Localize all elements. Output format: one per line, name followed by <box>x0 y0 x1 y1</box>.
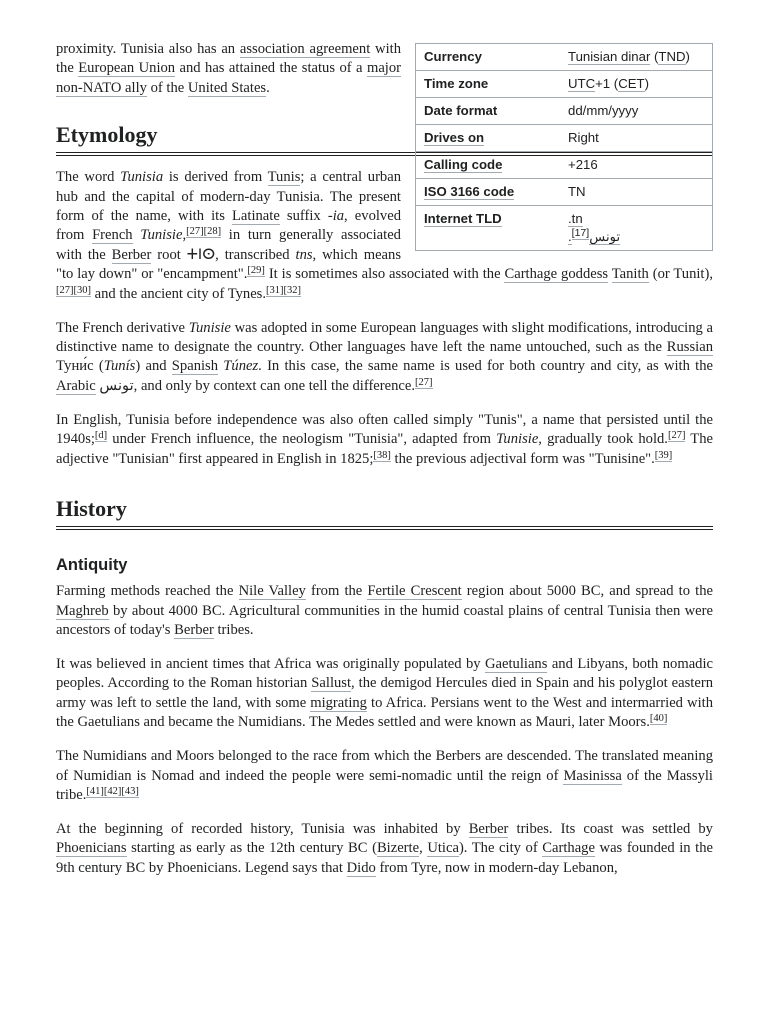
tnd-link[interactable]: TND <box>658 49 686 64</box>
tunisian-dinar-link[interactable]: Tunisian dinar <box>568 49 651 64</box>
infobox-label: Date format <box>416 98 561 125</box>
infobox-label-link[interactable] <box>416 206 561 251</box>
article-body <box>56 40 713 878</box>
carthage-link[interactable]: Carthage <box>542 840 595 857</box>
history-paragraph-2: It was believed in ancient times that Africa was originally populated by Gaetulians and Libyans, both nomadic peoples. According to the Roman historian Sallust, the demigod Hercules died in Spain and his polyglot eastern army was left to settle the land, with some migrating to Africa. Persians went to the West and intermarried with the Gaetulians and became the Numidians. The Medes settled and were known as Mauri, later Moors.[40] <box>56 655 713 731</box>
nile-valley-link[interactable]: Nile Valley <box>238 583 306 600</box>
infobox-row-timezone <box>416 71 713 98</box>
infobox-table <box>415 43 713 251</box>
etymology-paragraph-3: In English, Tunisia before independence was also often called simply "Tunis", a name that persisted until the 1940s;[d] under French influence, the neologism "Tunisia", adapted from Tunisie, gradually took hold.[27] The adjective "Tunisian" first appeared in English in 1825;[38] the previous adjectival form was "Tunisine".[39] <box>56 411 713 467</box>
infobox-label-link[interactable] <box>416 125 561 152</box>
infobox-label: Time zone <box>416 71 561 98</box>
tanith-link[interactable]: Tanith <box>611 266 649 283</box>
infobox-value: +216 <box>560 152 713 179</box>
iso-3166-link[interactable]: ISO 3166 code <box>424 184 515 199</box>
cet-link[interactable]: CET <box>618 76 645 91</box>
reference-27[interactable]: [27][28] <box>186 226 222 238</box>
phoenicians-link[interactable]: Phoenicians <box>56 840 127 857</box>
french-link[interactable]: French <box>92 227 133 244</box>
reference-38[interactable]: [38] <box>373 449 391 461</box>
history-paragraph-1: Farming methods reached the Nile Valley from the Fertile Crescent region about 5000 BC, and spread to the Maghreb by about 4000 BC. Agricultural communities in the humid coastal plains of central Tunisia then were ancestors of today's Berber tribes. <box>56 583 713 638</box>
carthage-goddess-link[interactable]: Carthage goddess <box>504 266 609 283</box>
infobox-row-iso-code <box>416 179 713 206</box>
etymology-paragraph-1: The word Tunisia is derived from Tunis; a central urban hub and the capital of modern-day Tunisia. The present form of the name, with its Latinate suffix -ia, evolved from French Tunisie,[27][28] in turn generally associated with the Berber root ⵜⵏⵙ, transcribed tns, which means "to lay down" or "encampment".[29] It is sometimes also associated with the Carthage goddess Tanith (or Tunit),[27][30] and the ancient city of Tynes.[31][32] <box>56 169 713 302</box>
russian-link[interactable]: Russian <box>666 339 713 356</box>
reference-39[interactable]: [39] <box>654 449 673 461</box>
infobox-row-date-format <box>416 98 713 125</box>
infobox-row-internet-tld <box>416 206 713 251</box>
reference-31-32[interactable]: [31][32] <box>266 284 301 296</box>
infobox-row-drives-on <box>416 125 713 152</box>
infobox-label-link[interactable] <box>416 152 561 179</box>
etymology-heading: Etymology <box>56 121 713 156</box>
migrating-link[interactable]: migrating <box>310 694 367 711</box>
reference-27[interactable]: [27] <box>667 430 686 442</box>
berber-link[interactable]: Berber <box>468 820 509 837</box>
reference-27[interactable]: [27] <box>415 376 433 388</box>
utc-link[interactable]: UTC <box>568 76 596 91</box>
infobox-value <box>560 206 713 251</box>
infobox-label: Currency <box>424 49 482 64</box>
utica-link[interactable]: Utica <box>427 840 459 857</box>
antiquity-heading: Antiquity <box>56 556 128 575</box>
infobox-value: Tunisian dinar (TND) <box>568 49 690 64</box>
masinissa-link[interactable]: Masinissa <box>563 767 622 784</box>
infobox-label-link[interactable] <box>416 179 561 206</box>
berber-link[interactable]: Berber <box>111 246 152 263</box>
drives-on-link[interactable]: Drives on <box>424 130 485 145</box>
infobox-value: UTC+1 (CET) <box>560 71 713 98</box>
reference-17[interactable]: [17] <box>571 227 590 239</box>
note-d[interactable]: [d] <box>94 430 108 442</box>
dido-link[interactable]: Dido <box>346 859 376 876</box>
infobox-value: Right <box>560 125 713 152</box>
association-agreement-link[interactable]: association agreement <box>239 41 371 57</box>
history-paragraph-4: At the beginning of recorded history, Tunisia was inhabited by Berber tribes. Its coast was settled by Phoenicians starting as early as the 12th century BC (Bizerte, Utica). The city of Carthage was founded in the 9th century BC by Phoenicians. Legend says that Dido from Tyre, now in modern-day Lebanon, <box>56 820 714 876</box>
internet-tld-link[interactable]: Internet TLD <box>424 211 502 226</box>
reference-29[interactable]: [29] <box>247 265 265 277</box>
infobox-value: dd/mm/yyyy <box>560 98 713 125</box>
etymology-paragraph-2: The French derivative Tunisie was adopted in some European languages with slight modifications, introducing a distinctive name to designate the country. Other languages have left the name untouched, such as the Russian Туни́с (Tunís) and Spanish Túnez. In this case, the same name is used for both country and city, as with the Arabic تونس, and only by context can one tell the difference.[27] <box>56 319 713 394</box>
berber-link[interactable]: Berber <box>174 621 214 638</box>
arabic-tld-link[interactable]: .تونس <box>568 229 621 244</box>
major-non-nato-ally-link[interactable]: major non-NATO ally <box>56 60 402 96</box>
spanish-link[interactable]: Spanish <box>171 358 219 375</box>
sallust-link[interactable]: Sallust <box>311 675 352 692</box>
intro-paragraph: proximity. Tunisia also has an association agreement with the European Union and has attained the status of a major non-NATO ally of the United States. <box>56 41 402 96</box>
bizerte-link[interactable]: Bizerte <box>376 840 420 857</box>
tn-tld-link[interactable]: .tn <box>568 211 583 226</box>
latinate-link[interactable]: Latinate <box>232 208 280 225</box>
tunis-link[interactable]: Tunis <box>267 169 301 186</box>
european-union-link[interactable]: European Union <box>78 60 176 77</box>
history-paragraph-3: The Numidians and Moors belonged to the race from which the Berbers are descended. The translated meaning of Numidian is Nomad and indeed the people were semi-nomadic until the reign of Masinissa of the Massyli tribe.[41][42][43] <box>56 748 713 803</box>
infobox-row-currency <box>416 44 713 71</box>
fertile-crescent-link[interactable]: Fertile Crescent <box>367 583 462 600</box>
infobox-value: TN <box>560 179 713 206</box>
calling-code-link[interactable]: Calling code <box>424 157 503 172</box>
infobox-row-calling-code <box>416 152 713 179</box>
united-states-link[interactable]: United States <box>187 79 267 96</box>
arabic-link[interactable]: Arabic <box>56 377 96 394</box>
reference-27-30[interactable]: [27][30] <box>56 284 91 296</box>
history-heading: History <box>56 495 713 530</box>
maghreb-link[interactable]: Maghreb <box>56 602 109 619</box>
gaetulians-link[interactable]: Gaetulians <box>485 655 548 672</box>
reference-40[interactable]: [40] <box>649 713 668 725</box>
reference-41-43[interactable]: [41][42][43] <box>86 785 139 797</box>
